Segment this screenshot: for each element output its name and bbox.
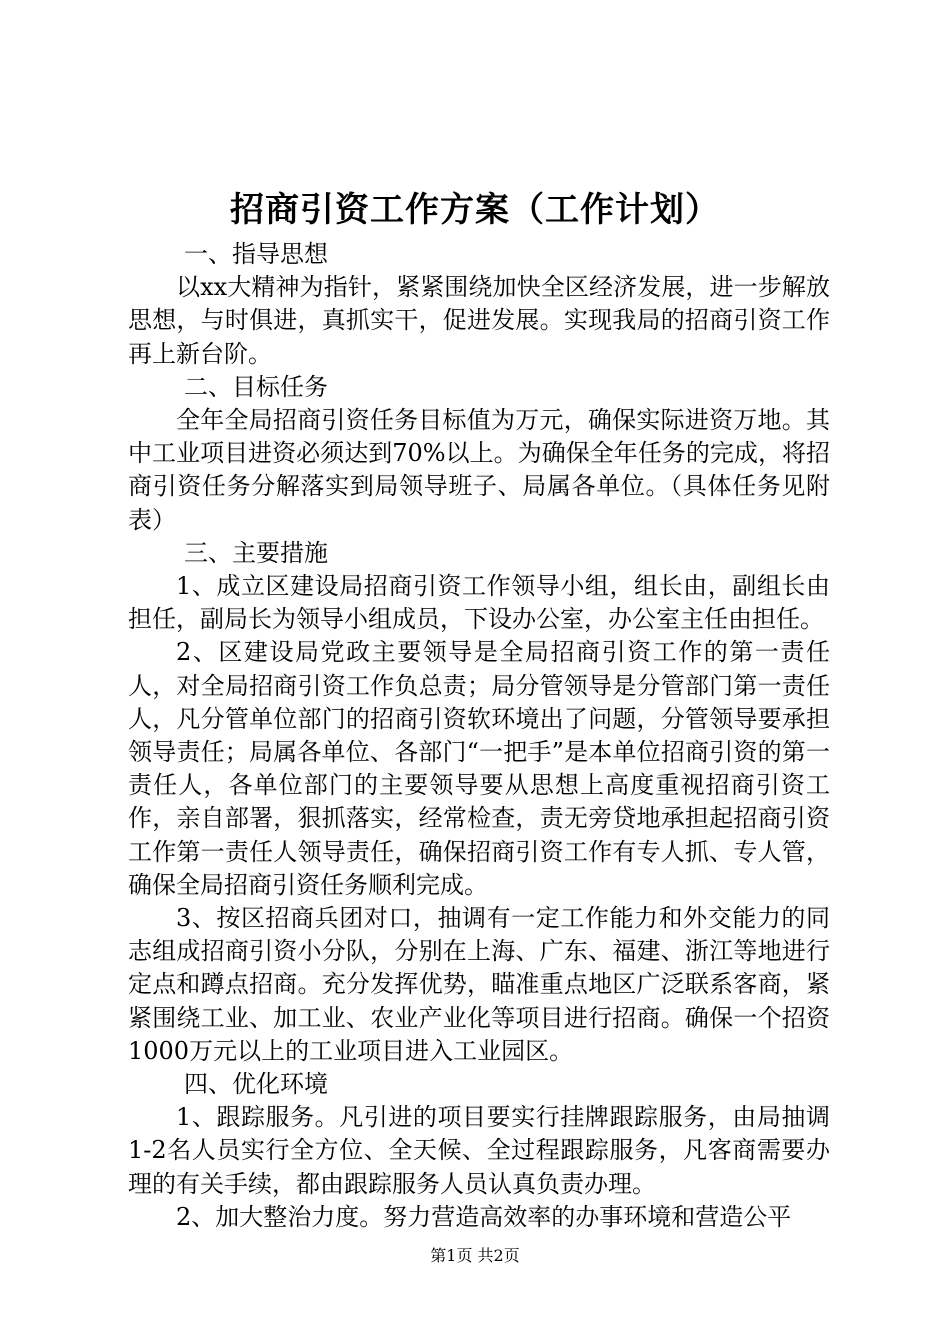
paragraph-measure-1: 1、成立区建设局招商引资工作领导小组，组长由，副组长由担任，副局长为领导小组成员，下设办公室，办公室主任由担任。 bbox=[128, 572, 830, 634]
page-footer: 第1页 共2页 bbox=[430, 1246, 520, 1265]
paragraph-environment-2: 2、加大整治力度。努力营造高效率的办事环境和营造公平 bbox=[176, 1202, 792, 1231]
paragraph-target-tasks: 全年全局招商引资任务目标值为万元，确保实际进资万地。其中工业项目进资必须达到70%以上。为确保全年任务的完成，将招商引资任务分解落实到局领导班子、局属各单位。（具体任务见附表） bbox=[128, 406, 830, 534]
section-heading-target-tasks: 二、目标任务 bbox=[184, 372, 328, 401]
document-body bbox=[128, 238, 830, 1234]
paragraph-measure-3: 3、按区招商兵团对口，抽调有一定工作能力和外交能力的同志组成招商引资小分队，分别在上海、广东、福建、浙江等地进行定点和蹲点招商。充分发挥优势，瞄准重点地区广泛联系客商，紧紧围绕工业、加工业、农业产业化等项目进行招商。确保一个招资1000万元以上的工业项目进入工业园区。 bbox=[128, 904, 830, 1065]
paragraph-environment-1: 1、跟踪服务。凡引进的项目要实行挂牌跟踪服务，由局抽调1-2名人员实行全方位、全天候、全过程跟踪服务，凡客商需要办理的有关手续，都由跟踪服务人员认真负责办理。 bbox=[128, 1103, 830, 1198]
section-heading-optimize-environment: 四、优化环境 bbox=[184, 1070, 328, 1099]
section-heading-main-measures: 三、主要措施 bbox=[184, 538, 328, 567]
paragraph-measure-2: 2、区建设局党政主要领导是全局招商引资工作的第一责任人，对全局招商引资工作负总责；局分管领导是分管部门第一责任人，凡分管单位部门的招商引资软环境出了问题，分管领导要承担领导责任；局属各单位、各部门“一把手”是本单位招商引资的第一责任人，各单位部门的主要领导要从思想上高度重视招商引资工作，亲自部署，狠抓落实，经常检查，责无旁贷地承担起招商引资工作第一责任人领导责任，确保招商引资工作有专人抓、专人管，确保全局招商引资任务顺利完成。 bbox=[128, 638, 830, 899]
document-title: 招商引资工作方案（工作计划） bbox=[230, 190, 720, 230]
section-heading-guiding-ideology: 一、指导思想 bbox=[184, 240, 328, 268]
paragraph-guiding-ideology: 以xx大精神为指针，紧紧围绕加快全区经济发展，进一步解放思想，与时俱进，真抓实干，促进发展。实现我局的招商引资工作再上新台阶。 bbox=[128, 273, 830, 368]
